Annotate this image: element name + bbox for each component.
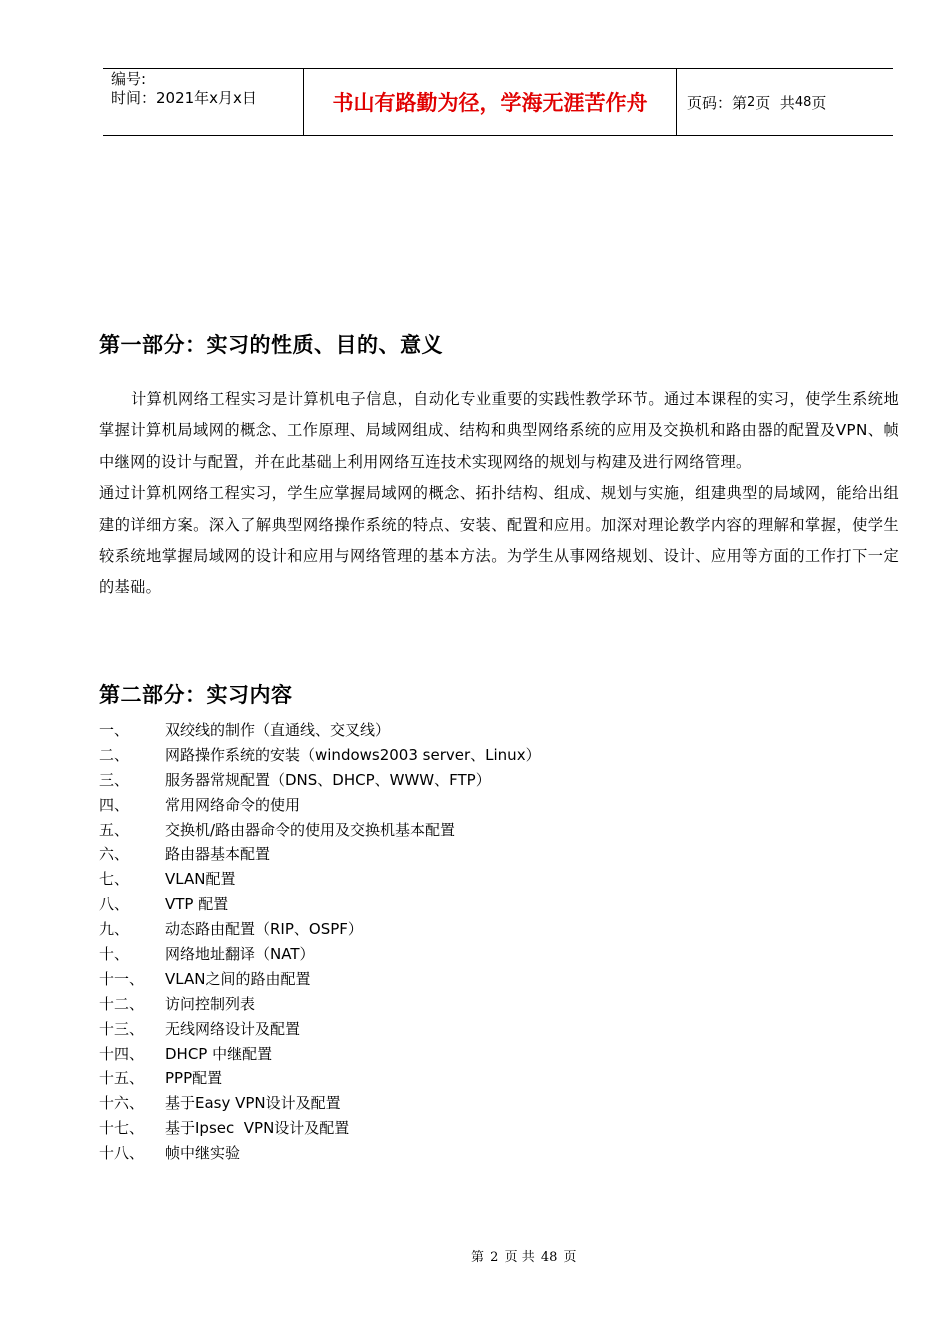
list-item-number: 五、 [99, 820, 130, 839]
list-item-text: 交换机/路由器命令的使用及交换机基本配置 [165, 820, 456, 839]
footer-suffix: 页 [563, 1250, 577, 1265]
list-item [99, 1017, 799, 1042]
header-page-total: 48 [794, 94, 812, 110]
list-item-number: 十五、 [99, 1069, 145, 1088]
serial-label: 编号: [111, 70, 147, 88]
list-item [99, 917, 799, 942]
list-item-number: 二、 [99, 745, 130, 764]
header-motto: 书山有路勤为径，学海无涯苦作舟 [304, 69, 677, 135]
list-item-text: 网路操作系统的安装（windows2003 server、Linux） [165, 745, 541, 764]
header-page-mid: 页 共 [755, 93, 795, 112]
list-item [99, 942, 799, 967]
list-item-number: 十二、 [99, 994, 145, 1013]
section1-body [99, 384, 899, 604]
header-page-suffix: 页 [811, 93, 827, 112]
header-page-prefix: 页码：第 [687, 93, 748, 112]
list-item-number: 六、 [99, 845, 130, 864]
footer-current: 2 [490, 1250, 499, 1265]
list-item [99, 1042, 799, 1067]
list-item-text: 路由器基本配置 [165, 845, 271, 864]
section1-paragraph: 通过计算机网络工程实习，学生应掌握局域网的概念、拓扑结构、组成、规划与实施，组建典型的局域网，能给出组建的详细方案。深入了解典型网络操作系统的特点、安装、配置和应用。加深对理论教学内容的理解和掌握，使学生较系统地掌握局域网的设计和应用与网络管理的基本方法。为学生从事网络规划、设计、应用等方面的工作打下一定的基础。 [99, 484, 899, 597]
list-item-number: 八、 [99, 895, 130, 914]
list-item-number: 四、 [99, 795, 130, 814]
section1-paragraph: 计算机网络工程实习是计算机电子信息，自动化专业重要的实践性教学环节。通过本课程的实习，使学生系统地掌握计算机局域网的概念、工作原理、局域网组成、结构和典型网络系统的应用及交换机和路由器的配置及VPN、帧中继网的设计与配置，并在此基础上利用网络互连技术实现网络的规划与构建及进行网络管理。 [99, 390, 899, 471]
list-item-text: 基于Ipsec VPN设计及配置 [165, 1119, 350, 1138]
list-item-text: 常用网络命令的使用 [165, 795, 301, 814]
list-item [99, 793, 799, 818]
list-item [99, 1116, 799, 1141]
section1-title: 第一部分：实习的性质、目的、意义 [99, 333, 443, 357]
list-item [99, 1091, 799, 1116]
header-meta [103, 69, 304, 135]
list-item-text: VLAN之间的路由配置 [165, 969, 311, 988]
list-item-text: 帧中继实验 [165, 1144, 241, 1163]
list-item-number: 一、 [99, 721, 130, 739]
list-item-text: VLAN配置 [165, 870, 236, 889]
list-item [99, 842, 799, 867]
header-page-current: 2 [747, 94, 756, 110]
list-item-text: 双绞线的制作（直通线、交叉线） [165, 721, 391, 739]
list-item [99, 1066, 799, 1091]
list-item-number: 十六、 [99, 1094, 145, 1113]
list-item [99, 818, 799, 843]
list-item-number: 三、 [99, 770, 130, 789]
date-label: 时间：2021年x月x日 [111, 89, 257, 107]
list-item-number: 十八、 [99, 1144, 145, 1163]
page-footer [0, 1246, 950, 1265]
list-item [99, 992, 799, 1017]
list-item [99, 967, 799, 992]
list-item-number: 十一、 [99, 969, 145, 988]
list-item-text: 无线网络设计及配置 [165, 1019, 301, 1038]
list-item-number: 十四、 [99, 1044, 145, 1063]
list-item-number: 十、 [99, 945, 130, 964]
content-list [99, 718, 799, 1166]
list-item [99, 743, 799, 768]
list-item-number: 七、 [99, 870, 130, 889]
list-item [99, 892, 799, 917]
list-item-text: 网络地址翻译（NAT） [165, 945, 315, 964]
list-item [99, 718, 799, 743]
header-page-info [677, 69, 893, 135]
footer-total: 48 [540, 1250, 558, 1265]
footer-mid: 页 共 [504, 1250, 535, 1265]
list-item-number: 十七、 [99, 1119, 145, 1138]
section2-title: 第二部分：实习内容 [99, 683, 293, 707]
list-item-text: PPP配置 [165, 1069, 223, 1088]
footer-prefix: 第 [471, 1250, 485, 1265]
list-item-number: 十三、 [99, 1019, 145, 1038]
page-header [103, 68, 893, 136]
list-item-text: 动态路由配置（RIP、OSPF） [165, 920, 363, 939]
list-item-number: 九、 [99, 920, 130, 939]
list-item [99, 1141, 799, 1166]
list-item-text: 服务器常规配置（DNS、DHCP、WWW、FTP） [165, 770, 491, 789]
list-item-text: 基于Easy VPN设计及配置 [165, 1094, 341, 1113]
list-item [99, 867, 799, 892]
list-item-text: VTP 配置 [165, 895, 229, 914]
list-item-text: 访问控制列表 [165, 994, 256, 1013]
list-item [99, 768, 799, 793]
list-item-text: DHCP 中继配置 [165, 1044, 273, 1063]
